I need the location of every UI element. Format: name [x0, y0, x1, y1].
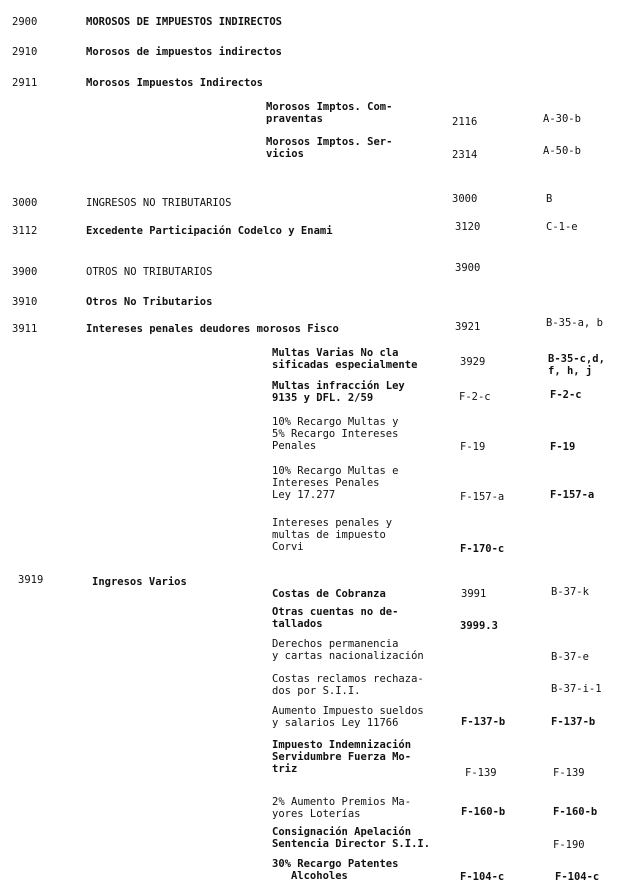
row-title: Morosos Impuestos Indirectos: [86, 77, 264, 89]
sub-item-desc: Morosos Imptos. Com- praventas: [266, 101, 393, 125]
row-col-b: B: [546, 193, 553, 205]
row-code: 3911: [12, 323, 38, 335]
row-title: Otros No Tributarios: [86, 296, 213, 308]
row-code: 3919: [18, 574, 44, 586]
sub-item-col-b: F-160-b: [553, 806, 598, 818]
row-col-b: B-35-a, b: [546, 317, 603, 329]
sub-item-col-b: B-37-e: [551, 651, 589, 663]
row-col-a: 3120: [455, 221, 481, 233]
row-title: INGRESOS NO TRIBUTARIOS: [86, 197, 232, 209]
sub-item-col-a: F-137-b: [461, 716, 506, 728]
sub-item-desc: Aumento Impuesto sueldos y salarios Ley 11766: [272, 705, 424, 729]
row-code: 3112: [12, 225, 38, 237]
sub-item-col-b: F-139: [553, 767, 585, 779]
sub-item-col-a: F-19: [460, 441, 486, 453]
sub-item-desc: Costas de Cobranza: [272, 588, 386, 600]
sub-item-desc: 10% Recargo Multas e Intereses Penales Ley 17.277: [272, 465, 399, 501]
sub-item-desc: Multas infracción Ley 9135 y DFL. 2/59: [272, 380, 405, 404]
sub-item-col-a: 3991: [461, 588, 487, 600]
row-code: 3900: [12, 266, 38, 278]
sub-item-desc: Intereses penales y multas de impuesto Corvi: [272, 517, 393, 553]
sub-item-desc: Otras cuentas no de- tallados: [272, 606, 399, 630]
row-col-b: C-1-e: [546, 221, 578, 233]
row-code: 3910: [12, 296, 38, 308]
row-title: Morosos de impuestos indirectos: [86, 46, 282, 58]
sub-item-col-a: 2314: [452, 149, 478, 161]
sub-item-col-b: B-35-c,d, f, h, j: [548, 353, 605, 377]
row-title: Ingresos Varios: [92, 576, 187, 588]
sub-item-col-a: 2116: [452, 116, 478, 128]
row-col-a: 3900: [455, 262, 481, 274]
sub-item-col-a: F-157-a: [460, 491, 505, 503]
sub-item-desc: Multas Varias No cla sificadas especialmente: [272, 347, 418, 371]
row-col-a: 3000: [452, 193, 478, 205]
sub-item-desc: Costas reclamos rechaza- dos por S.I.I.: [272, 673, 424, 697]
sub-item-col-a: 3999.3: [460, 620, 498, 632]
sub-item-col-b: F-2-c: [550, 389, 582, 401]
sub-item-desc: 2% Aumento Premios Ma- yores Loterías: [272, 796, 412, 820]
row-title: MOROSOS DE IMPUESTOS INDIRECTOS: [86, 16, 282, 28]
sub-item-col-b: F-104-c: [555, 871, 600, 883]
row-code: 2910: [12, 46, 38, 58]
row-code: 2900: [12, 16, 38, 28]
sub-item-desc: Impuesto Indemnización Servidumbre Fuerza Mo- triz: [272, 739, 412, 775]
sub-item-col-b: B-37-k: [551, 586, 589, 598]
row-title: OTROS NO TRIBUTARIOS: [86, 266, 213, 278]
sub-item-col-b: B-37-i-1: [551, 683, 602, 695]
sub-item-col-b: A-30-b: [543, 113, 581, 125]
sub-item-col-a: F-2-c: [459, 391, 491, 403]
sub-item-col-b: F-157-a: [550, 489, 595, 501]
sub-item-desc: Consignación Apelación Sentencia Director S.I.I.: [272, 826, 431, 850]
row-col-a: 3921: [455, 321, 481, 333]
sub-item-col-b: F-190: [553, 839, 585, 851]
sub-item-col-a: F-139: [465, 767, 497, 779]
sub-item-col-a: F-104-c: [460, 871, 505, 883]
sub-item-desc: 30% Recargo Patentes Alcoholes: [272, 858, 399, 882]
sub-item-col-b: A-50-b: [543, 145, 581, 157]
row-title: Intereses penales deudores morosos Fisco: [86, 323, 339, 335]
sub-item-col-a: 3929: [460, 356, 486, 368]
sub-item-desc: Derechos permanencia y cartas nacionalización: [272, 638, 424, 662]
sub-item-col-a: F-170-c: [460, 543, 505, 555]
sub-item-col-a: F-160-b: [461, 806, 506, 818]
row-code: 3000: [12, 197, 38, 209]
row-title: Excedente Participación Codelco y Enami: [86, 225, 333, 237]
sub-item-desc: Morosos Imptos. Ser- vicios: [266, 136, 393, 160]
sub-item-col-b: F-19: [550, 441, 576, 453]
row-code: 2911: [12, 77, 38, 89]
sub-item-col-b: F-137-b: [551, 716, 596, 728]
sub-item-desc: 10% Recargo Multas y 5% Recargo Intereses Penales: [272, 416, 399, 452]
